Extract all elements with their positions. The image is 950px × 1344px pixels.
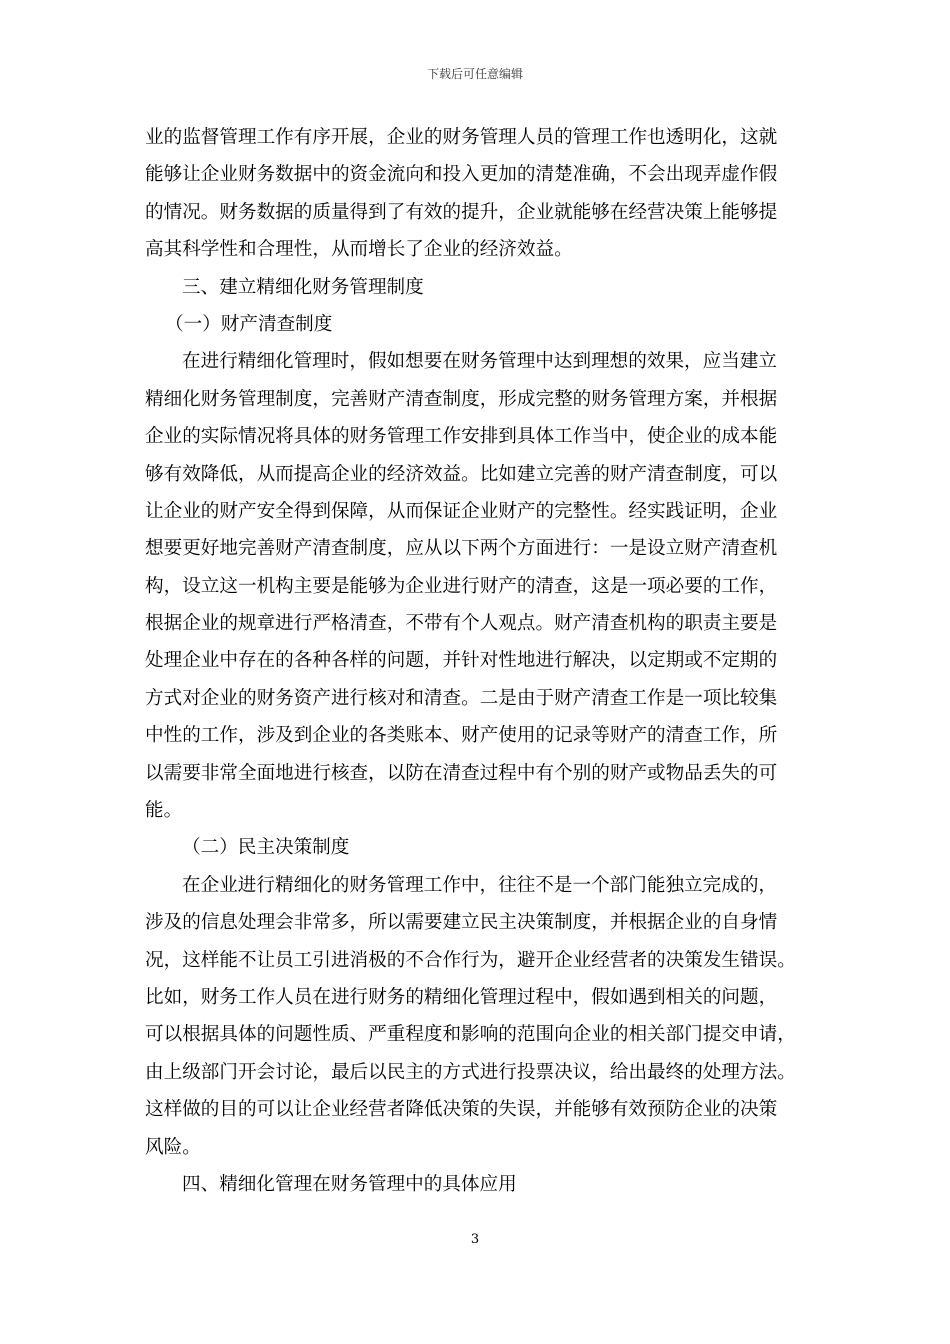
text-line: 四、精细化管理在财务管理中的具体应用 <box>182 1173 517 1195</box>
text-line: 由上级部门开会讨论，最后以民主的方式进行投票决议，给出最终的处理方法。 <box>145 1061 796 1083</box>
text-line: 能够让企业财务数据中的资金流向和投入更加的清楚准确，不会出现弄虚作假 <box>145 164 778 186</box>
text-line: 处理企业中存在的各种各样的问题，并针对性地进行解决，以定期或不定期的 <box>145 650 778 672</box>
text-line: 涉及的信息处理会非常多，所以需要建立民主决策制度，并根据企业的自身情 <box>145 912 778 934</box>
document-body <box>145 119 807 1203</box>
text-line: 这样做的目的可以让企业经营者降低决策的失误，并能够有效预防企业的决策 <box>145 1099 778 1121</box>
text-line: 能。 <box>145 800 183 822</box>
page-number: 3 <box>470 1232 480 1247</box>
text-line: 让企业的财产安全得到保障，从而保证企业财产的完整性。经实践证明，企业 <box>145 500 778 522</box>
text-line: 三、建立精细化财务管理制度 <box>182 276 424 298</box>
text-line: 风险。 <box>145 1136 201 1158</box>
text-line: （二）民主决策制度 <box>182 837 350 859</box>
text-line: 在进行精细化管理时，假如想要在财务管理中达到理想的效果，应当建立 <box>182 351 778 373</box>
text-line: 企业的实际情况将具体的财务管理工作安排到具体工作当中，使企业的成本能 <box>145 426 778 448</box>
text-line: 比如，财务工作人员在进行财务的精细化管理过程中，假如遇到相关的问题， <box>145 986 778 1008</box>
page-header: 下载后可任意编辑 <box>426 67 523 81</box>
text-line: 况，这样能不让员工引进消极的不合作行为，避开企业经营者的决策发生错误。 <box>145 949 796 971</box>
text-line: 根据企业的规章进行严格清查，不带有个人观点。财产清查机构的职责主要是 <box>145 613 778 635</box>
text-line: 以需要非常全面地进行核查，以防在清查过程中有个别的财产或物品丢失的可 <box>145 762 778 784</box>
text-line: 方式对企业的财务资产进行核对和清查。二是由于财产清查工作是一项比较集 <box>145 687 778 709</box>
text-line: 高其科学性和合理性，从而增长了企业的经济效益。 <box>145 239 573 261</box>
text-line: 在企业进行精细化的财务管理工作中，往往不是一个部门能独立完成的， <box>182 874 778 896</box>
text-line: 想要更好地完善财产清查制度，应从以下两个方面进行：一是设立财产清查机 <box>145 538 778 560</box>
text-line: 构，设立这一机构主要是能够为企业进行财产的清查，这是一项必要的工作， <box>145 575 778 597</box>
text-line: 中性的工作，涉及到企业的各类账本、财产使用的记录等财产的清查工作，所 <box>145 725 778 747</box>
text-line: （一）财产清查制度 <box>165 313 333 335</box>
text-line: 够有效降低，从而提高企业的经济效益。比如建立完善的财产清查制度，可以 <box>145 463 778 485</box>
text-line: 精细化财务管理制度，完善财产清查制度，形成完整的财务管理方案，并根据 <box>145 388 778 410</box>
text-line: 的情况。财务数据的质量得到了有效的提升，企业就能够在经营决策上能够提 <box>145 201 778 223</box>
text-line: 可以根据具体的问题性质、严重程度和影响的范围向企业的相关部门提交申请， <box>145 1024 796 1046</box>
text-line: 业的监督管理工作有序开展，企业的财务管理人员的管理工作也透明化，这就 <box>145 127 778 148</box>
